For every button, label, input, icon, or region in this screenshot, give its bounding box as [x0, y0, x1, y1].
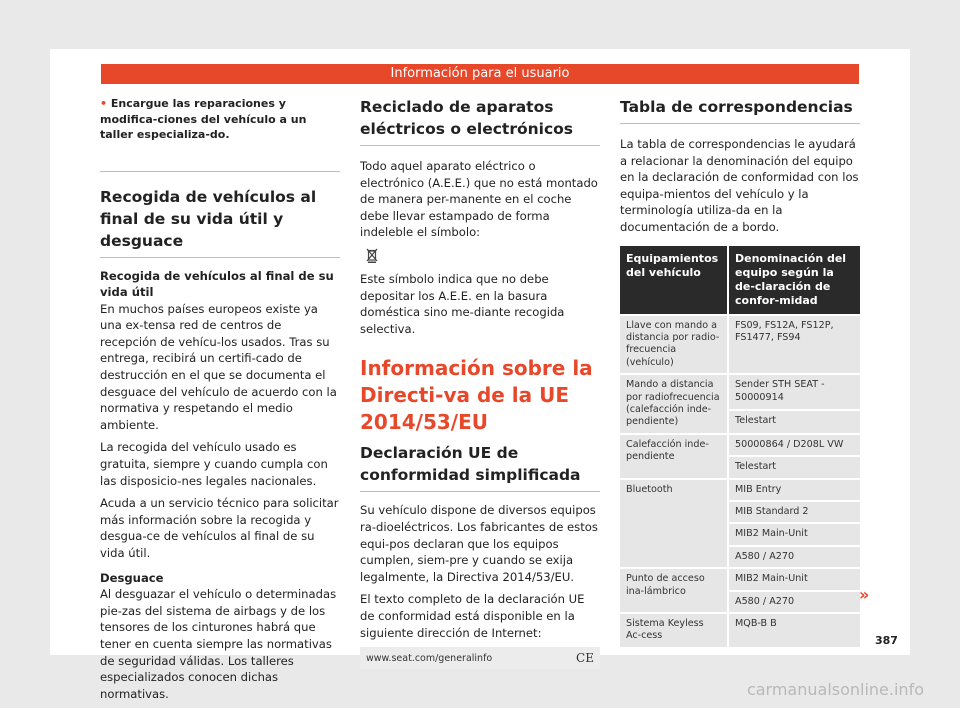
paragraph: En muchos países europeos existe ya una ex-tensa red de centros de recepción de vehícu-los usados. Tras su entrega, recibirá un certifi-cado de destrucción en el que se documenta el desguace del vehículo de acuerdo con la normativa y respetando el medio ambiente.	[100, 301, 337, 432]
bullet-dot-icon: •	[100, 97, 111, 110]
watermark	[0, 680, 960, 699]
table-cell-equipment: Calefacción inde-pendiente	[620, 435, 729, 478]
table-cell-name: MIB2 Main-Unit	[729, 524, 860, 544]
table-row	[620, 569, 860, 589]
table-cell-equipment: Mando a distancia por radiofrecuencia (calefacción inde-pendiente)	[620, 375, 729, 433]
crossed-out-bin-icon	[366, 247, 600, 269]
paragraph: El texto completo de la declaración UE de conformidad está disponible en la siguiente dirección de Internet:	[360, 592, 585, 640]
table-cell-equipment: Bluetooth	[620, 480, 729, 568]
table-row	[620, 614, 860, 647]
paragraph: Este símbolo indica que no debe depositar los A.E.E. en la basura doméstica sino me-diante recogida selectiva.	[360, 271, 565, 336]
paragraph: Acuda a un servicio técnico para solicitar más información sobre la recogida y desgua-ce de vehículos al final de su vida útil.	[100, 496, 339, 560]
heading-tabla: Tabla de correspondencias	[620, 96, 860, 124]
table-row	[620, 435, 860, 455]
heading-recogida: Recogida de vehículos al final de su vida útil y desguace	[100, 186, 340, 258]
table-cell-equipment: Llave con mando a distancia por radio-frecuencia (vehículo)	[620, 316, 729, 374]
continue-arrow-icon: »	[859, 585, 870, 604]
paragraph: Al desguazar el vehículo o determinadas pie-zas del sistema de airbags y de los tensores de los cinturones habrá que tener en cuenta siempre las normativas de seguridad válidas. Los talleres especializados conocen dichas normativas.	[100, 587, 337, 701]
page-header: Información para el usuario	[101, 64, 859, 84]
paragraph: La tabla de correspondencias le ayudará a relacionar la denominación del equipo en la declaración de conformidad con los equipa-mientos del vehículo y la terminología utiliza-da en la documentación de a bordo.	[620, 137, 859, 234]
correspondence-table	[620, 244, 860, 649]
page-number: 387	[875, 634, 898, 647]
table-row	[620, 316, 860, 374]
table-row	[620, 480, 860, 500]
table-cell-name: 50000864 / D208L VW	[729, 435, 860, 455]
table-header-equipamientos: Equipamientos del vehículo	[620, 246, 729, 314]
column-1	[100, 96, 340, 708]
bullet-text: Encargue las reparaciones y modifica-ciones del vehículo a un taller especializa-do.	[100, 97, 307, 141]
subheading-recogida: Recogida de vehículos al final de su vida útil	[100, 268, 334, 300]
table-cell-name: A580 / A270	[729, 547, 860, 567]
table-cell-name: MIB Standard 2	[729, 502, 860, 522]
table-cell-name: MIB Entry	[729, 480, 860, 500]
table-row	[620, 375, 860, 409]
table-cell-name: Sender STH SEAT - 50000914	[729, 375, 860, 409]
table-cell-name: MQB-B B	[729, 614, 860, 647]
ce-mark: CE	[576, 651, 594, 666]
table-cell-name: FS09, FS12A, FS12P, FS1477, FS94	[729, 316, 860, 374]
watermark-text: carmanualsonline.info	[746, 680, 924, 699]
paragraph: La recogida del vehículo usado es gratuita, siempre y cuando cumpla con las disposicio-nes legales nacionales.	[100, 440, 328, 488]
heading-reciclado: Reciclado de aparatos eléctricos o electrónicos	[360, 96, 600, 146]
subheading-desguace: Desguace	[100, 570, 164, 585]
column-2	[360, 96, 600, 669]
table-cell-name: Telestart	[729, 411, 860, 432]
heading-directiva: Información sobre la Directi-va de la UE 2014/53/EU	[360, 356, 593, 435]
bullet-note	[100, 96, 340, 143]
table-cell-equipment: Sistema Keyless Ac-cess	[620, 614, 729, 647]
divider	[100, 171, 340, 172]
paragraph: Todo aquel aparato eléctrico o electrónico (A.E.E.) que no está montado de manera per-manente en el coche debe llevar estampado de forma indeleble el símbolo:	[360, 159, 598, 240]
table-cell-equipment: Punto de acceso ina-lámbrico	[620, 569, 729, 612]
paragraph: Su vehículo dispone de diversos equipos ra-dioeléctricos. Los fabricantes de estos equi-pos declaran que los equipos cumplen, siem-pre y cuando se exija legalmente, la Directiva 2014/53/EU.	[360, 503, 598, 584]
url-link[interactable]: www.seat.com/generalinfo	[366, 652, 493, 664]
heading-declaracion: Declaración UE de conformidad simplificada	[360, 442, 600, 492]
table-cell-name: MIB2 Main-Unit	[729, 569, 860, 589]
table-cell-name: A580 / A270	[729, 592, 860, 612]
url-box	[360, 647, 600, 669]
table-cell-name: Telestart	[729, 457, 860, 477]
table-header-denominacion: Denominación del equipo según la de-claración de confor-midad	[729, 246, 860, 314]
column-3	[620, 96, 860, 649]
